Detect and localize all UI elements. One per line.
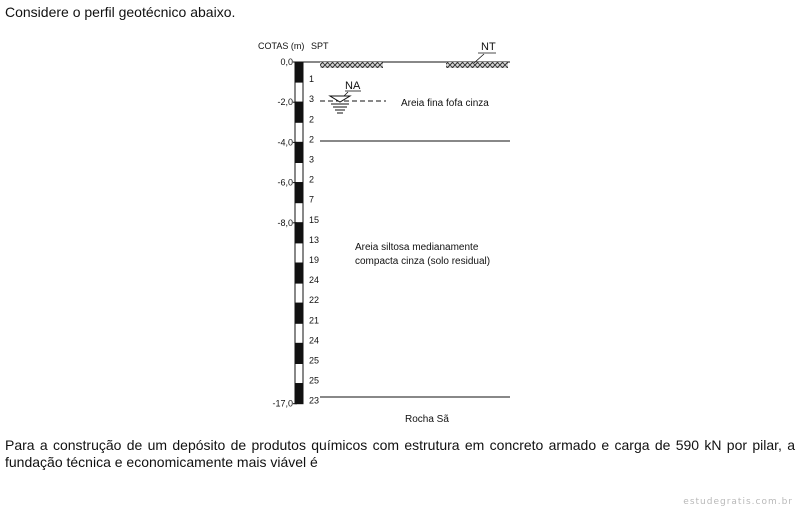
column-segment bbox=[295, 323, 303, 343]
column-segment bbox=[295, 102, 303, 122]
column-segment bbox=[295, 243, 303, 263]
column-segment bbox=[295, 82, 303, 102]
water-table-icon bbox=[330, 96, 350, 113]
column-segment bbox=[295, 183, 303, 203]
spt-value: 2 bbox=[309, 134, 315, 145]
column-segment bbox=[295, 343, 303, 363]
spt-value: 2 bbox=[309, 174, 315, 185]
spt-value: 21 bbox=[309, 315, 320, 326]
spt-value: 15 bbox=[309, 214, 320, 225]
column-segment bbox=[295, 163, 303, 183]
cotas-header: COTAS (m) bbox=[258, 41, 305, 51]
intro-text: Considere o perfil geotécnico abaixo. bbox=[5, 4, 236, 20]
column-segment bbox=[295, 122, 303, 142]
spt-value: 2 bbox=[309, 114, 315, 125]
layer1-label: Areia fina fofa cinza bbox=[401, 98, 489, 109]
spt-value: 13 bbox=[309, 234, 320, 245]
spt-value: 1 bbox=[309, 74, 315, 85]
spt-value: 3 bbox=[309, 154, 315, 165]
elevation-label: -17,0 bbox=[272, 398, 293, 409]
boring-column bbox=[295, 62, 303, 404]
column-segment bbox=[295, 203, 303, 223]
spt-value: 24 bbox=[309, 335, 320, 346]
column-segment bbox=[295, 62, 303, 82]
elevation-label: -4,0 bbox=[277, 137, 293, 148]
spt-values bbox=[309, 74, 319, 406]
column-segment bbox=[295, 303, 303, 323]
spt-value: 22 bbox=[309, 295, 320, 306]
column-segment bbox=[295, 364, 303, 384]
spt-value: 3 bbox=[309, 94, 315, 105]
layer2-label-line2: compacta cinza (solo residual) bbox=[355, 256, 491, 267]
column-segment bbox=[295, 263, 303, 283]
bedrock-label: Rocha Sã bbox=[405, 414, 449, 425]
elevation-label: 0,0 bbox=[280, 57, 293, 67]
column-segment bbox=[295, 384, 303, 404]
spt-value: 25 bbox=[309, 355, 320, 366]
terrain-hatch-left bbox=[320, 62, 383, 68]
spt-value: 24 bbox=[309, 275, 320, 286]
spt-value: 19 bbox=[309, 255, 320, 265]
elevation-label: -6,0 bbox=[277, 177, 293, 188]
spt-value: 23 bbox=[309, 395, 320, 406]
na-label: NA bbox=[345, 80, 361, 92]
layer2-label-line1: Areia siltosa medianamente bbox=[355, 242, 479, 253]
watermark: estudegratis.com.br bbox=[683, 497, 793, 507]
column-segment bbox=[295, 283, 303, 303]
elevation-label: -2,0 bbox=[277, 97, 293, 108]
nt-label: NT bbox=[481, 41, 496, 53]
elevation-label: -8,0 bbox=[277, 217, 293, 228]
elevation-labels bbox=[272, 57, 297, 409]
spt-header: SPT bbox=[311, 41, 329, 51]
spt-value: 7 bbox=[309, 194, 315, 205]
spt-value: 25 bbox=[309, 375, 320, 386]
column-segment bbox=[295, 223, 303, 243]
terrain-hatch-right bbox=[446, 62, 508, 68]
column-segment bbox=[295, 142, 303, 162]
question-text: Para a construção de um depósito de produtos químicos com estrutura em concreto armado e carga de 590 kN por pilar, a fundação técnica e economicamente mais viável é bbox=[5, 437, 795, 470]
